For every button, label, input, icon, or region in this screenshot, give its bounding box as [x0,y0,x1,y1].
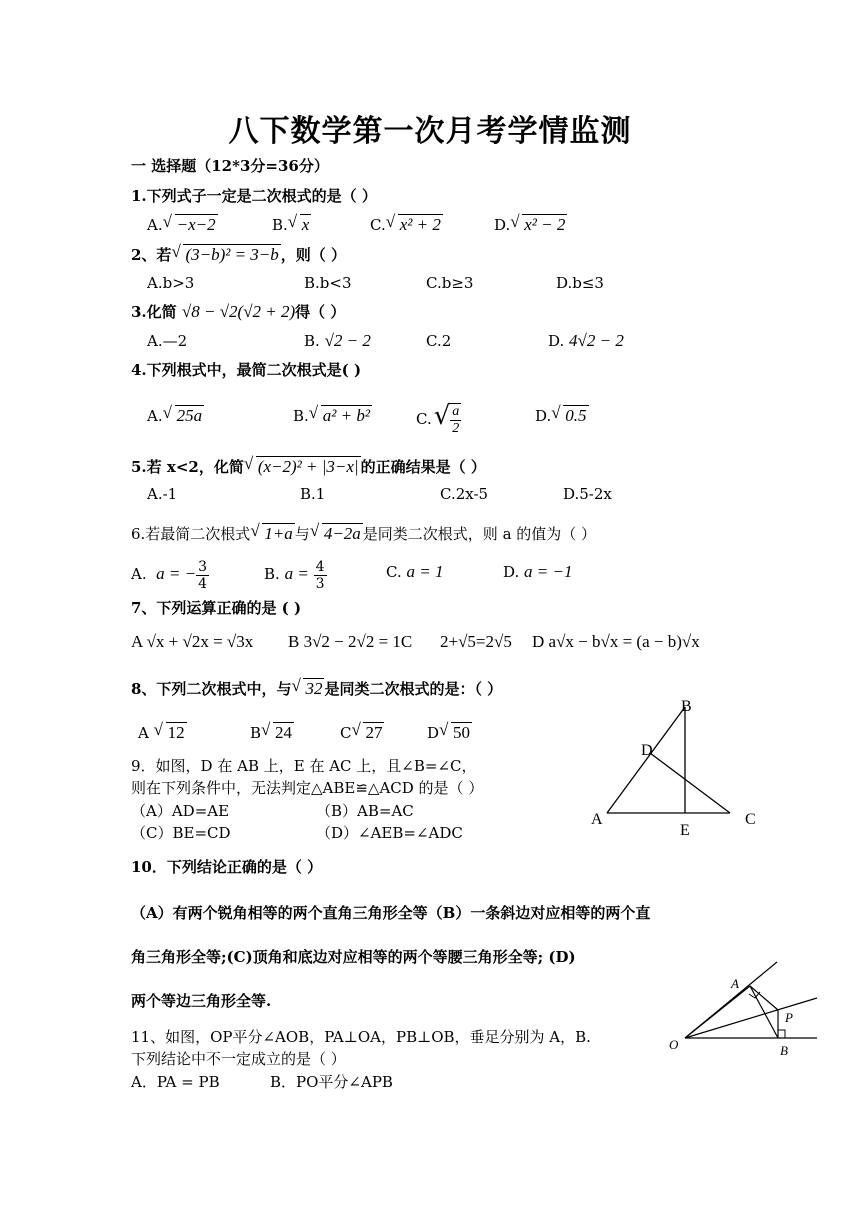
q9-line2: 则在下列条件中，无法判定△ABE≌△ACD 的是（ ） [131,779,484,797]
q11-label-b: B [780,1043,788,1058]
q5-option-a: A.-1 [147,485,178,503]
q3-stem: 3.化简 √8 − √2(√2 + 2)得（ ） [131,302,346,321]
q9-label-d: D [641,742,653,759]
q6-stem: 6.若最简二次根式√ 1+a 与√ 4−2a 是同类二次根式，则 a 的值为（ ） [131,523,596,544]
q5-stem: 5.若 x<2，化简√ (x−2)² + |3−x| 的正确结果是（ ） [131,456,486,477]
q4-option-c: C.√ $\frac{a}{2}$ [416,401,460,436]
q11-option-a: A．PA = PB [131,1073,220,1091]
q4-option-a: A.√ 25a [147,405,204,426]
q11-angle-figure [665,960,825,1065]
q9-label-b: B [681,698,692,715]
q10-line1: （A）有两个锐角相等的两个直角三角形全等（B）一条斜边对应相等的两个直 [131,904,651,922]
q8-option-b: B√ 24 [250,722,294,743]
q8-stem: 8、下列二次根式中，与√ 32 是同类二次根式的是：（ ） [131,678,502,699]
q9-option-d: （D）∠AEB=∠ADC [316,824,463,842]
q11-line1: 11、如图，OP平分∠AOB，PA⊥OA，PB⊥OB，垂足分别为 A，B. [131,1028,591,1046]
q11-label-o: O [669,1037,679,1052]
q7-option-d: D a√x − b√x = (a − b)√x [532,632,700,651]
q1-option-b: B.√ x [272,214,311,235]
q9-option-a: （A）AD=AE [131,802,230,820]
q9-label-c: C [745,811,756,828]
section-heading: 一 选择题（12*3分=36分） [131,157,329,175]
q10-line2: 角三角形全等;(C)顶角和底边对应相等的两个等腰三角形全等; (D) [131,948,576,966]
q8-option-a: A √ 12 [138,722,187,743]
q7-option-c: 2+√5=2√5 [440,632,512,651]
q9-triangle-figure [580,695,770,845]
q2-stem: 2、若√ (3−b)² = 3−b ，则（ ） [131,244,346,265]
q7-option-b: B 3√2 − 2√2 = 1C [288,632,413,651]
q11-line2: 下列结论中不一定成立的是（ ） [131,1050,346,1068]
q11-label-a: A [731,976,739,991]
q4-option-d: D.√ 0.5 [535,405,589,426]
q5-option-b: B.1 [300,485,326,503]
q7-stem: 7、下列运算正确的是 ( ) [131,599,302,617]
q9-label-a: A [591,811,603,828]
q1-option-d: D.√ x² − 2 [494,214,567,235]
q6-option-c: C. a = 1 [386,562,444,581]
q9-label-e: E [680,822,690,839]
q6-option-b: B. a = $\frac{4}{3}$ [264,558,325,592]
q4-stem: 4.下列根式中，最简二次根式是( ) [131,361,362,379]
q4-option-b: B.√ a² + b² [293,405,372,426]
q7-option-a: A √x + √2x = √3x [131,632,254,651]
q9-option-b: （B）AB=AC [316,802,414,820]
page-title: 八下数学第一次月考学情监测 [228,114,632,149]
q2-option-d: D.b≤3 [556,274,604,292]
q3-option-c: C.2 [426,332,452,350]
q2-option-b: B.b<3 [304,274,352,292]
q8-option-d: D√ 50 [427,722,472,743]
q10-line3: 两个等边三角形全等. [131,992,272,1010]
q6-option-d: D. a = −1 [503,562,573,581]
q10-stem: 10．下列结论正确的是（ ） [131,858,323,876]
q5-option-c: C.2x-5 [440,485,489,503]
q11-label-p: P [785,1010,793,1025]
q1-option-a: A.√ −x−2 [147,214,218,235]
q3-option-d: D. 4√2 − 2 [548,331,624,350]
q11-option-b: B．PO平分∠APB [270,1073,393,1091]
q1-option-c: C.√ x² + 2 [370,214,443,235]
q2-option-a: A.b>3 [147,274,195,292]
q6-option-a: A. a = − $\frac{3}{4}$ [131,558,208,592]
q5-option-d: D.5-2x [563,485,612,503]
q2-option-c: C.b≥3 [426,274,474,292]
q9-line1: 9．如图，D 在 AB 上，E 在 AC 上，且∠B=∠C， [131,757,477,775]
q1-stem: 1.下列式子一定是二次根式的是（ ） [131,187,377,205]
q3-option-b: B. √2 − 2 [304,331,371,350]
q9-option-c: （C）BE=CD [131,824,231,842]
q3-option-a: A.—2 [147,332,188,350]
q8-option-c: C√ 27 [340,722,384,743]
